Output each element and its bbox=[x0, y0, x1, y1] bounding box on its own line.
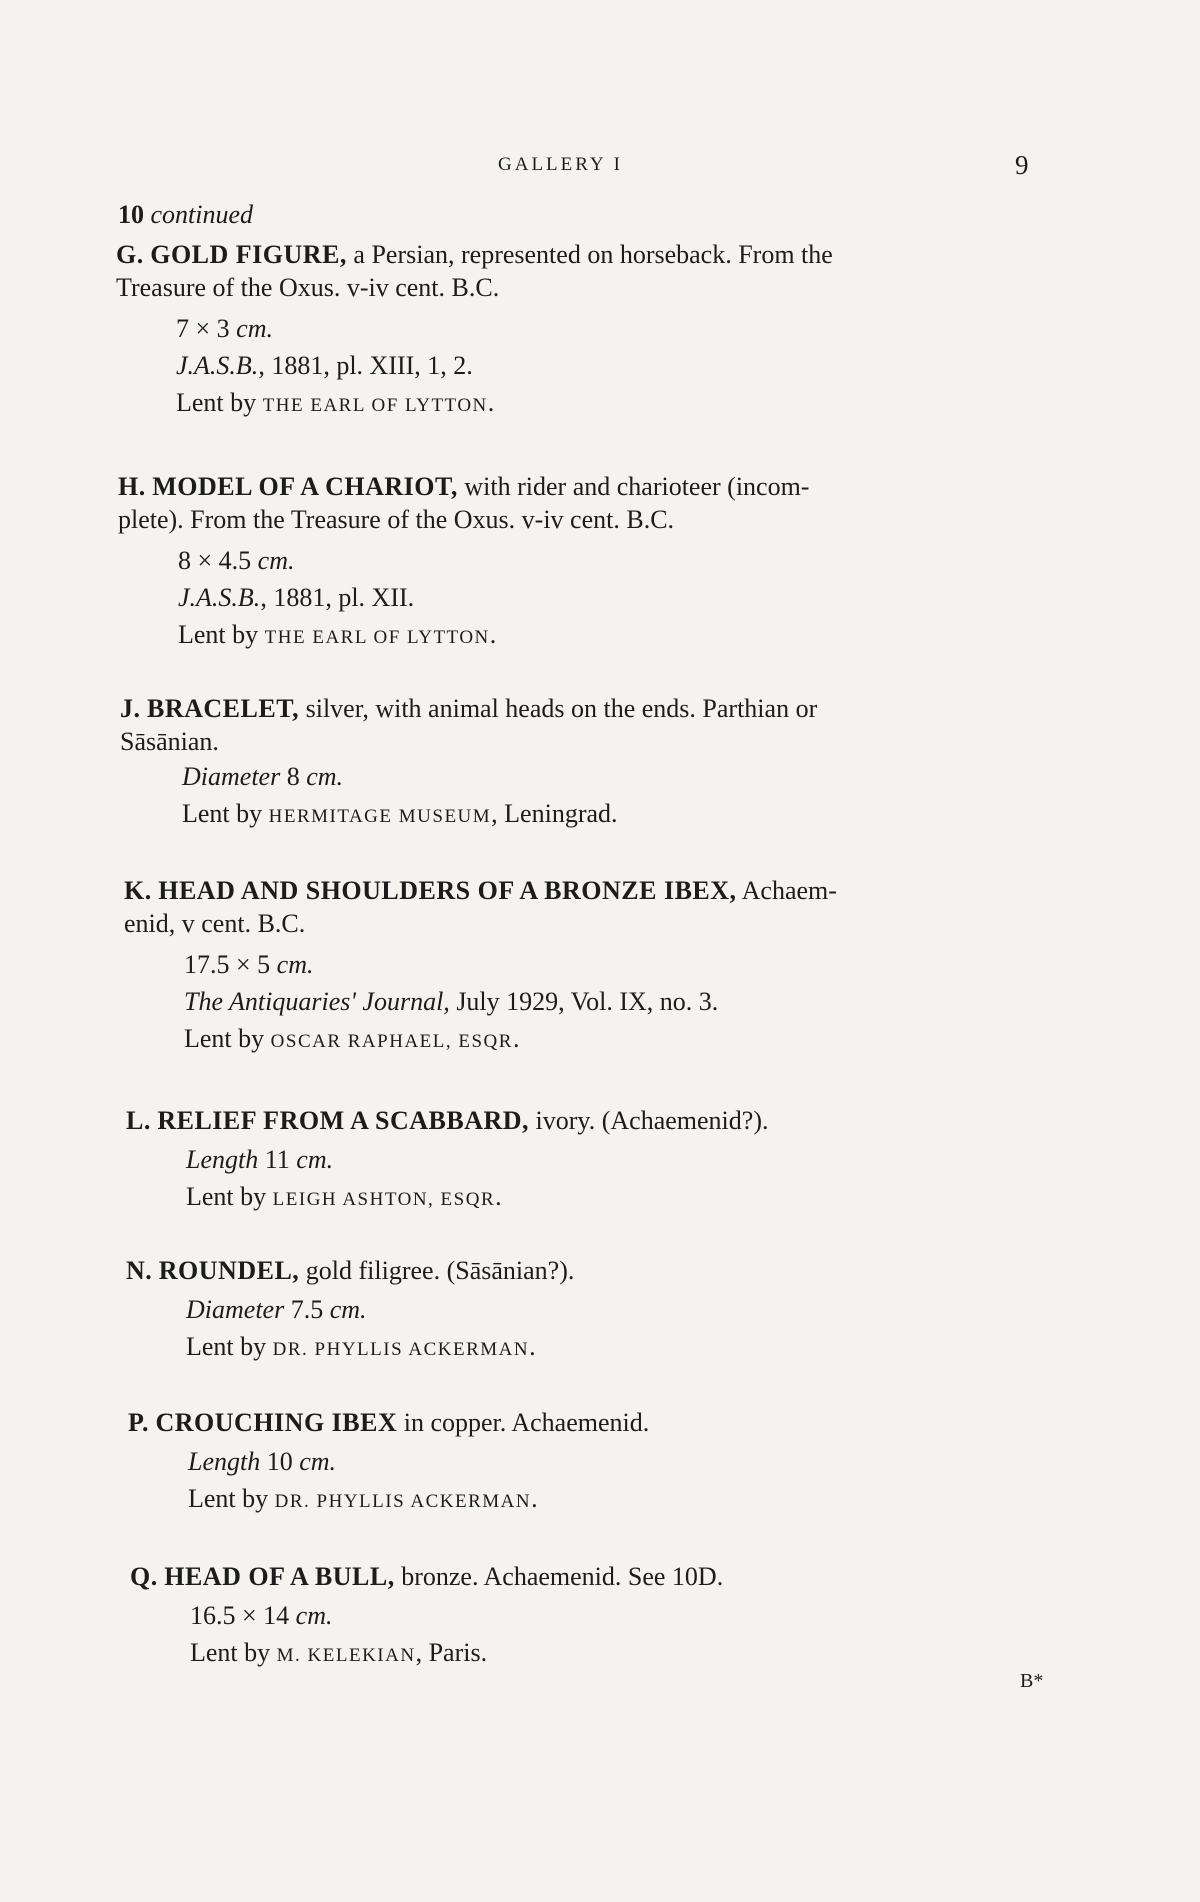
catalogue-entry-n bbox=[126, 1254, 1046, 1368]
entry-reference: The Antiquaries' Journal, July 1929, Vol. IX, no. 3. bbox=[184, 987, 719, 1016]
lender-name: DR. PHYLLIS ACKERMAN bbox=[272, 1339, 530, 1360]
page-header bbox=[0, 150, 1200, 180]
entry-description bbox=[128, 1406, 1048, 1439]
lender-name: M. KELEKIAN bbox=[276, 1645, 416, 1666]
entry-dimensions: 7 × 3 cm. bbox=[176, 314, 273, 343]
entry-dimensions: 17.5 × 5 cm. bbox=[184, 950, 314, 979]
entry-dimensions: 8 × 4.5 cm. bbox=[178, 546, 295, 575]
entry-title: ROUNDEL, bbox=[158, 1256, 300, 1285]
entry-description bbox=[118, 470, 1038, 536]
continued-heading bbox=[118, 200, 253, 230]
entry-dimensions: Diameter 7.5 cm. bbox=[186, 1295, 367, 1324]
continued-number: 10 bbox=[118, 200, 144, 229]
entry-lender-line: Lent by DR. PHYLLIS ACKERMAN. bbox=[188, 1484, 538, 1513]
catalogue-entry-k bbox=[124, 874, 1044, 1060]
entry-desc-line2: Treasure of the Oxus. v-iv cent. B.C. bbox=[116, 273, 500, 302]
entry-title: HEAD OF A BULL, bbox=[164, 1562, 395, 1591]
entry-letter: L. bbox=[126, 1106, 151, 1135]
entry-letter: P. bbox=[128, 1408, 149, 1437]
entry-desc-line2: plete). From the Treasure of the Oxus. v-iv cent. B.C. bbox=[118, 505, 675, 534]
entry-desc-line1: Achaem- bbox=[736, 876, 837, 905]
entry-lender-line: Lent by DR. PHYLLIS ACKERMAN. bbox=[186, 1332, 536, 1361]
entry-lender-line: Lent by HERMITAGE MUSEUM, Leningrad. bbox=[182, 799, 618, 828]
entry-reference: J.A.S.B., 1881, pl. XIII, 1, 2. bbox=[176, 351, 473, 380]
catalogue-entry-p bbox=[128, 1406, 1048, 1520]
lender-name: HERMITAGE MUSEUM bbox=[268, 806, 492, 827]
entry-description bbox=[124, 874, 1044, 940]
lender-name: THE EARL OF LYTTON bbox=[264, 627, 490, 648]
entry-description bbox=[126, 1104, 1046, 1137]
continued-label: continued bbox=[150, 200, 254, 229]
entry-description bbox=[116, 238, 1036, 304]
lender-name: DR. PHYLLIS ACKERMAN bbox=[274, 1491, 532, 1512]
entry-lender-line: Lent by THE EARL OF LYTTON. bbox=[176, 388, 495, 417]
catalogue-entry-j bbox=[120, 692, 1040, 835]
entry-letter: K. bbox=[124, 876, 152, 905]
entry-desc-line2: Sāsānian. bbox=[120, 727, 219, 756]
entry-desc-line1: in copper. Achaemenid. bbox=[397, 1408, 650, 1437]
entry-desc-line2: enid, v cent. B.C. bbox=[124, 909, 306, 938]
entry-title: RELIEF FROM A SCABBARD, bbox=[157, 1106, 530, 1135]
running-head: GALLERY I bbox=[498, 154, 623, 175]
entry-desc-line1: bronze. Achaemenid. See 10D. bbox=[394, 1562, 724, 1591]
entry-lender-line: Lent by THE EARL OF LYTTON. bbox=[178, 620, 497, 649]
lender-name: LEIGH ASHTON, ESQR bbox=[272, 1189, 496, 1210]
entry-title: HEAD AND SHOULDERS OF A BRONZE IBEX, bbox=[158, 876, 737, 905]
entry-letter: N. bbox=[126, 1256, 153, 1285]
entry-letter: G. bbox=[116, 240, 144, 269]
entry-dimensions: Length 11 cm. bbox=[186, 1145, 334, 1174]
entry-dimensions: Length 10 cm. bbox=[188, 1447, 337, 1476]
entry-description bbox=[120, 692, 1040, 758]
catalogue-entry-h bbox=[118, 470, 1038, 656]
lender-name: THE EARL OF LYTTON bbox=[262, 395, 488, 416]
entry-lender-line: Lent by OSCAR RAPHAEL, ESQR. bbox=[184, 1024, 520, 1053]
entry-description bbox=[130, 1560, 1050, 1593]
entry-dimensions: Diameter 8 cm. bbox=[182, 762, 344, 791]
catalogue-entry-q bbox=[130, 1560, 1050, 1674]
entry-reference: J.A.S.B., 1881, pl. XII. bbox=[178, 583, 415, 612]
entry-desc-line1: with rider and charioteer (incom- bbox=[457, 472, 810, 501]
entry-title: GOLD FIGURE, bbox=[150, 240, 347, 269]
entry-letter: H. bbox=[118, 472, 146, 501]
lender-name: OSCAR RAPHAEL, ESQR bbox=[270, 1031, 513, 1052]
entry-desc-line1: silver, with animal heads on the ends. Parthian or bbox=[299, 694, 818, 723]
entry-letter: Q. bbox=[130, 1562, 158, 1591]
page-number: 9 bbox=[1015, 150, 1029, 180]
catalogue-entry-g bbox=[116, 238, 1036, 424]
entry-desc-line1: ivory. (Achaemenid?). bbox=[529, 1106, 769, 1135]
entry-description bbox=[126, 1254, 1046, 1287]
entry-title: MODEL OF A CHARIOT, bbox=[152, 472, 458, 501]
entry-letter: J. bbox=[120, 694, 141, 723]
signature-mark: B* bbox=[1020, 1670, 1044, 1692]
catalogue-entry-l bbox=[126, 1104, 1046, 1218]
entry-desc-line1: gold filigree. (Sāsānian?). bbox=[299, 1256, 575, 1285]
entry-title: BRACELET, bbox=[147, 694, 300, 723]
entry-desc-line1: a Persian, represented on horseback. From the bbox=[346, 240, 833, 269]
entry-lender-line: Lent by LEIGH ASHTON, ESQR. bbox=[186, 1182, 502, 1211]
entry-lender-line: Lent by M. KELEKIAN, Paris. bbox=[190, 1638, 488, 1667]
entry-title: CROUCHING IBEX bbox=[155, 1408, 398, 1437]
entry-dimensions: 16.5 × 14 cm. bbox=[190, 1601, 333, 1630]
